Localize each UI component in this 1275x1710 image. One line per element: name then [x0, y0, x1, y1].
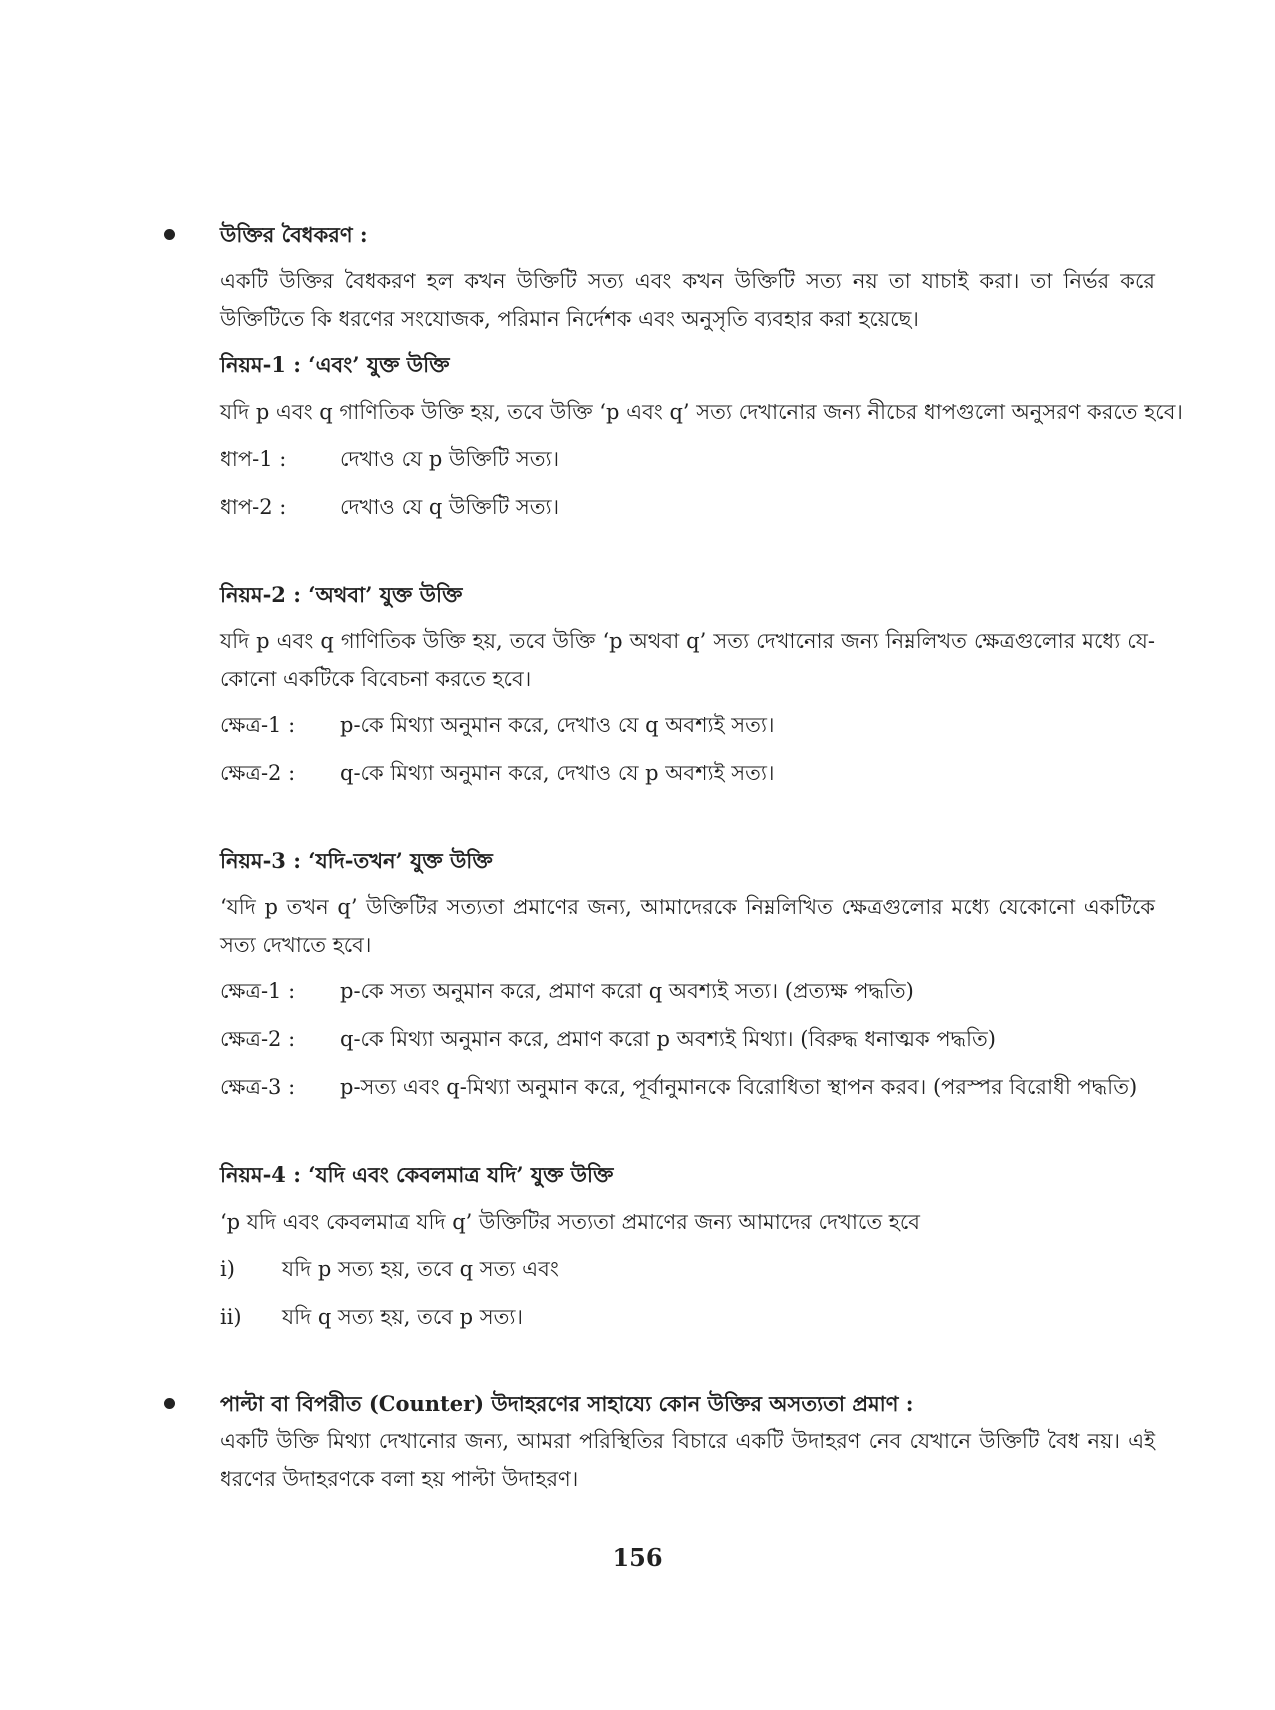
case-text: p-কে সত্য অনুমান করে, প্রমাণ করো q অবশ্যই সত্য। (প্রত্যক্ষ পদ্ধতি): [340, 979, 914, 1003]
item-label: ii): [220, 1305, 242, 1329]
rule4-item-2: [220, 1302, 523, 1332]
validation-heading: উক্তির বৈধকরণ :: [220, 222, 368, 247]
counter-heading: পাল্টা বা বিপরীত (Counter) উদাহরণের সাহায্যে কোন উক্তির অসত্যতা প্রমাণ :: [220, 1391, 914, 1416]
rule1-step-1: [220, 444, 559, 474]
page-number: 156: [612, 1543, 663, 1572]
case-text: p-কে মিথ্যা অনুমান করে, দেখাও যে q অবশ্যই সত্য।: [340, 713, 775, 737]
rule4-title: নিয়ম-4 : ‘যদি এবং কেবলমাত্র যদি’ যুক্ত উক্তি: [220, 1162, 614, 1187]
case-text: q-কে মিথ্যা অনুমান করে, প্রমাণ করো p অবশ্যই মিথ্যা। (বিরুদ্ধ ধনাত্মক পদ্ধতি): [340, 1027, 996, 1051]
rule1-title: নিয়ম-1 : ‘এবং’ যুক্ত উক্তি: [220, 352, 450, 377]
item-label: i): [220, 1257, 235, 1281]
rule3-title: নিয়ম-3 : ‘যদি-তখন’ যুক্ত উক্তি: [220, 848, 493, 873]
case-label: ক্ষেত্র-2 :: [220, 761, 296, 785]
rule3-case-2: [220, 1024, 996, 1054]
step-text: দেখাও যে q উক্তিটি সত্য।: [340, 495, 560, 519]
case-label: ক্ষেত্র-3 :: [220, 1075, 296, 1099]
validation-intro: একটি উক্তির বৈধকরণ হল কখন উক্তিটি সত্য এবং কখন উক্তিটি সত্য নয় তা যাচাই করা। তা নির্ভর করে উক্তিটিতে কি ধরণের সংযোজক, পরিমান নির্দেশক এবং অনুসৃতি ব্যবহার করা হয়েছে।: [220, 269, 1155, 331]
rule1-step-2: [220, 492, 559, 522]
rule2-case-1: [220, 710, 774, 740]
rule4-text: ‘p যদি এবং কেবলমাত্র যদি q’ উক্তিটির সত্যতা প্রমাণের জন্য আমাদের দেখাতে হবে: [220, 1210, 920, 1234]
case-text: p-সত্য এবং q-মিথ্যা অনুমান করে, পূর্বানুমানকে বিরোধিতা স্থাপন করব। (পরস্পর বিরোধী পদ্ধতি): [340, 1075, 1138, 1099]
step-label: ধাপ-1 :: [220, 447, 287, 471]
rule2-case-2: [220, 758, 774, 788]
case-text: q-কে মিথ্যা অনুমান করে, দেখাও যে p অবশ্যই সত্য।: [340, 761, 775, 785]
item-text: যদি q সত্য হয়, তবে p সত্য।: [282, 1305, 523, 1329]
step-text: দেখাও যে p উক্তিটি সত্য।: [340, 447, 560, 471]
rule3-text: ‘যদি p তখন q’ উক্তিটির সত্যতা প্রমাণের জন্য, আমাদেরকে নিম্নলিখিত ক্ষেত্রগুলোর মধ্যে যেকোনো একটিকে সত্য দেখাতে হবে।: [220, 895, 1155, 957]
rule4-item-1: [220, 1254, 559, 1284]
step-label: ধাপ-2 :: [220, 495, 287, 519]
rule3-case-1: [220, 976, 914, 1006]
rule2-title: নিয়ম-2 : ‘অথবা’ যুক্ত উক্তি: [220, 582, 463, 607]
counter-text: একটি উক্তি মিথ্যা দেখানোর জন্য, আমরা পরিস্থিতির বিচারে একটি উদাহরণ নেব যেখানে উক্তিটি বৈধ নয়। এই ধরণের উদাহরণকে বলা হয় পাল্টা উদাহরণ।: [220, 1429, 1155, 1491]
rule3-case-3: [220, 1072, 1137, 1102]
case-label: ক্ষেত্র-1 :: [220, 713, 296, 737]
bullet-counter: [164, 1398, 175, 1409]
bullet-validation: [164, 229, 175, 240]
rule2-text: যদি p এবং q গাণিতিক উক্তি হয়, তবে উক্তি ‘p অথবা q’ সত্য দেখানোর জন্য নিম্নলিখত ক্ষেত্রগুলোর মধ্যে যে-কোনো একটিকে বিবেচনা করতে হবে।: [220, 629, 1155, 691]
case-label: ক্ষেত্র-2 :: [220, 1027, 296, 1051]
case-label: ক্ষেত্র-1 :: [220, 979, 296, 1003]
item-text: যদি p সত্য হয়, তবে q সত্য এবং: [282, 1257, 559, 1281]
rule1-text: যদি p এবং q গাণিতিক উক্তি হয়, তবে উক্তি ‘p এবং q’ সত্য দেখানোর জন্য নীচের ধাপগুলো অনুসরণ করতে হবে।: [220, 400, 1183, 424]
